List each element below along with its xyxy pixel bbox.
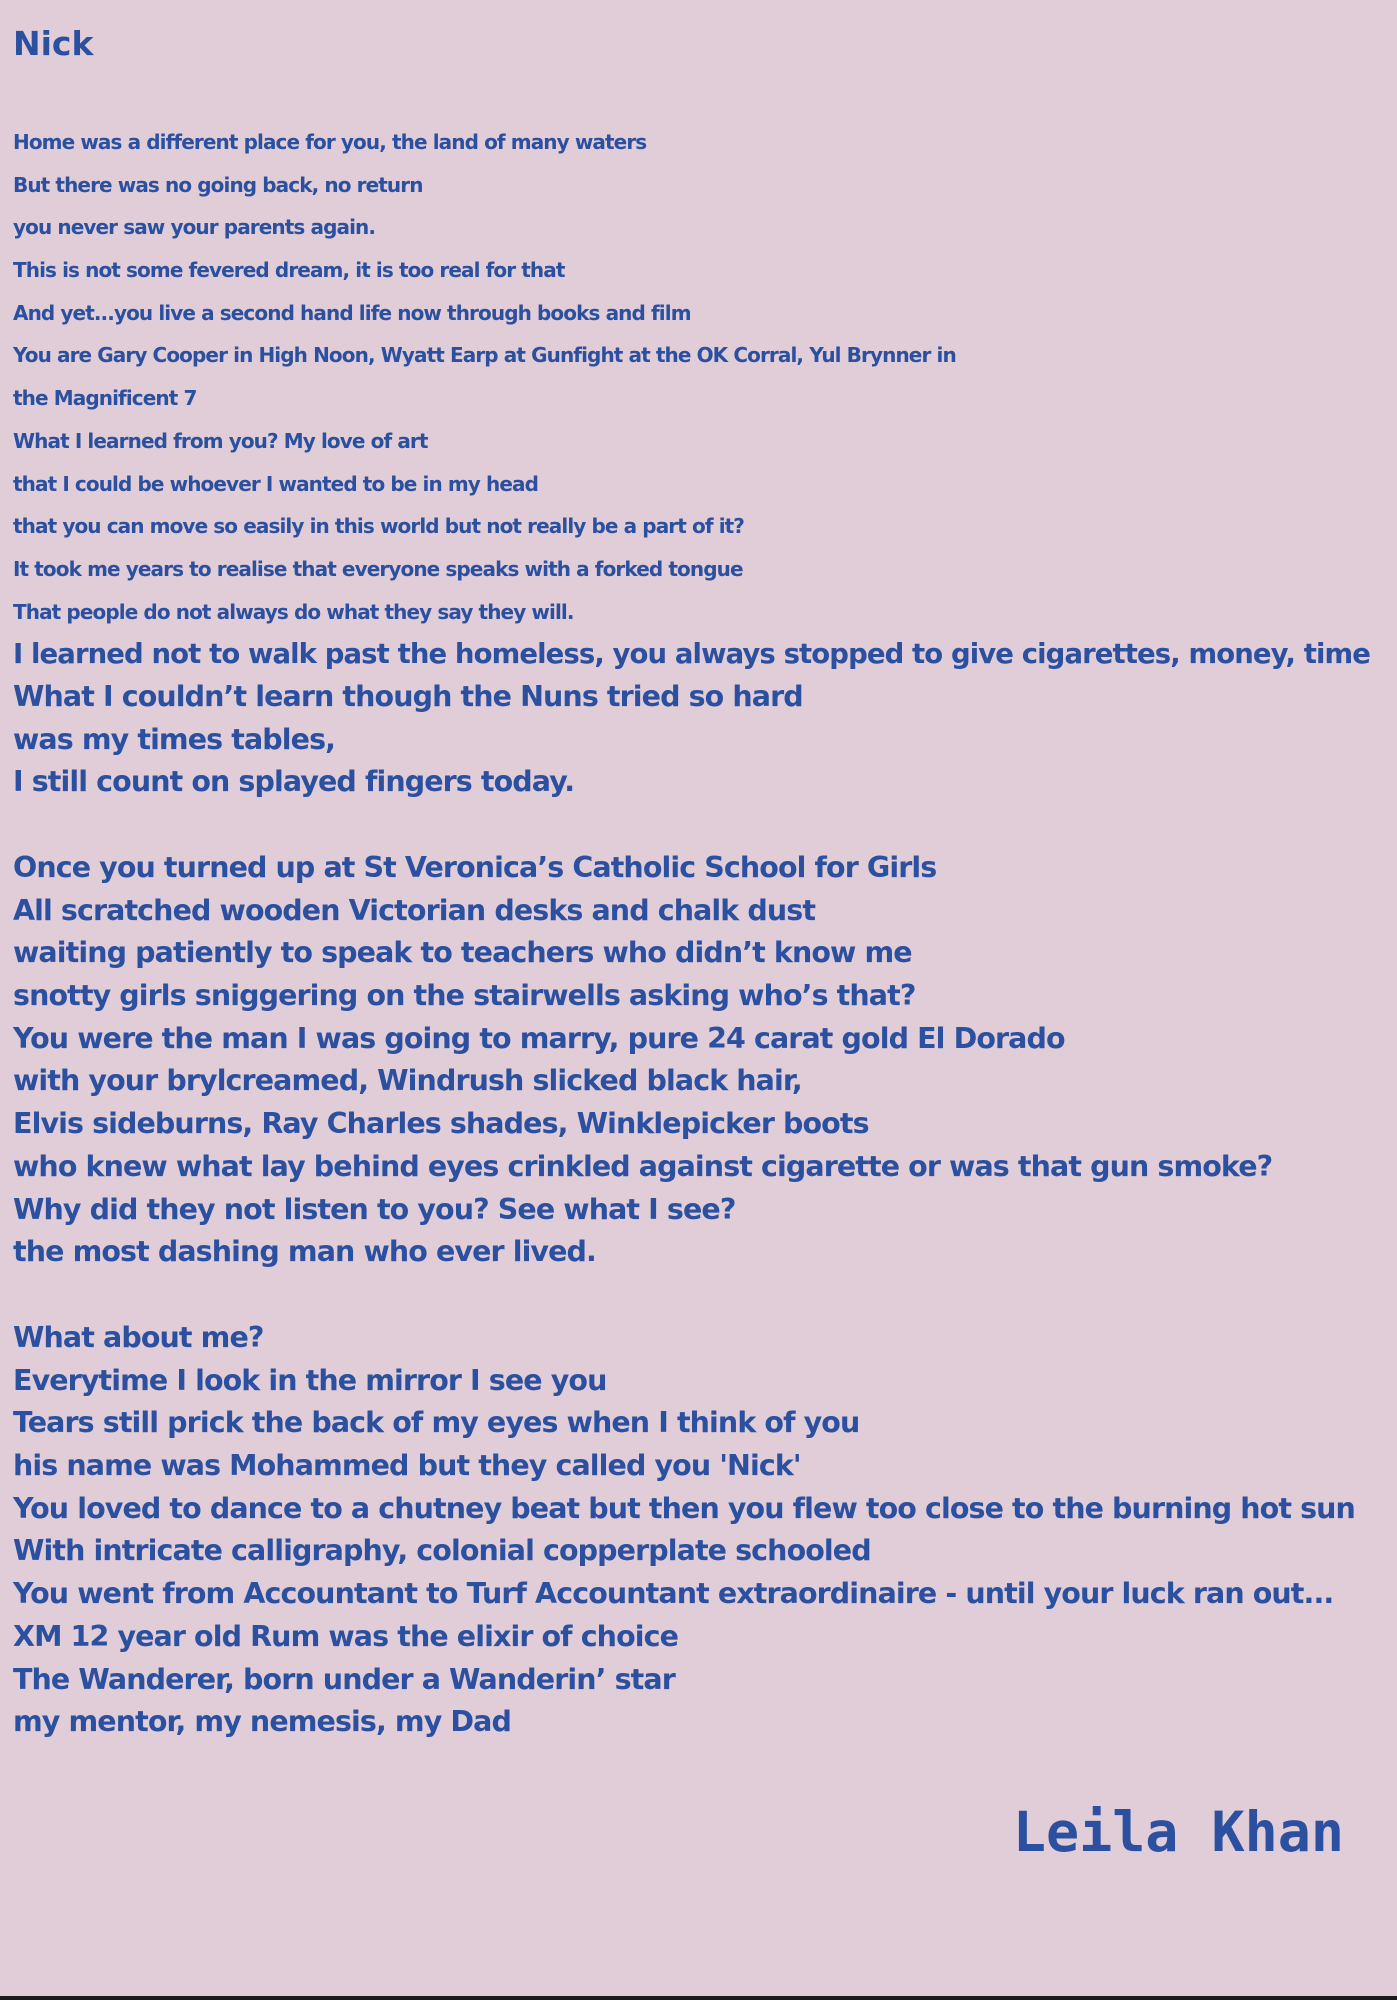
poem-line: who knew what lay behind eyes crinkled against cigarette or was that gun smoke? [13,1149,1273,1183]
poem-line: It took me years to realise that everyone speaks with a forked tongue [13,556,743,581]
poem-line: snotty girls sniggering on the stairwells asking who’s that? [13,979,916,1013]
poem-line: Everytime I look in the mirror I see you [13,1363,607,1397]
poem-line: Home was a different place for you, the land of many waters [13,130,647,154]
poem-line: his name was Mohammed but they called you 'Nick' [13,1449,801,1483]
poem-line: That people do not always do what they say they will. [13,599,574,624]
poem-line: And yet...you live a second hand life now through books and film [13,300,691,325]
poem-line: You loved to dance to a chutney beat but then you flew too close to the burning hot sun [13,1491,1355,1525]
poem-line: my mentor, my nemesis, my Dad [13,1705,512,1739]
poem-line: Elvis sideburns, Ray Charles shades, Winklepicker boots [13,1107,869,1141]
poem-line: You were the man I was going to marry, pure 24 carat gold El Dorado [13,1021,1065,1055]
stanza-2 [13,847,1272,1274]
poem-line: But there was no going back, no return [13,172,423,197]
poem-line: that I could be whoever I wanted to be in my head [13,471,539,496]
poem-line: XM 12 year old Rum was the elixir of choice [13,1619,679,1653]
poem-line: the Magnificent 7 [13,386,197,411]
poem-line: This is not some fevered dream, it is too real for that [13,258,565,283]
poem-line: Once you turned up at St Veronica’s Catholic School for Girls [13,851,937,884]
poem-line: was my times tables, [13,722,336,756]
poem-line: the most dashing man who ever lived. [13,1235,596,1269]
poem-line: Tears still prick the back of my eyes when I think of you [13,1406,860,1440]
poem-title: Nick [13,24,94,63]
poem-line: I learned not to walk past the homeless, you always stopped to give cigarettes, money, time [13,638,1371,671]
bottom-divider [0,1996,1397,2000]
poem-line: All scratched wooden Victorian desks and chalk dust [13,893,816,927]
poem-line: What about me? [13,1321,264,1354]
poem-line: With intricate calligraphy, colonial copperplate schooled [13,1534,871,1568]
author-signature: Leila Khan [1012,1800,1344,1864]
poem-line: Why did they not listen to you? See what I see? [13,1192,736,1226]
poem-line: What I learned from you? My love of art [13,428,428,453]
poem-line: You are Gary Cooper in High Noon, Wyatt Earp at Gunfight at the OK Corral, Yul Brynner in [13,343,956,368]
stanza-3 [13,1317,1355,1744]
poem-line: that you can move so easily in this world but not really be a part of it? [13,514,745,539]
poem-line: The Wanderer, born under a Wanderin’ star [13,1662,675,1696]
stanza-1 [13,121,1370,804]
poem-line: You went from Accountant to Turf Accountant extraordinaire - until your luck ran out... [13,1577,1334,1611]
poem-line: you never saw your parents again. [13,215,376,240]
poem-line: What I couldn’t learn though the Nuns tried so hard [13,679,803,713]
poem-line: with your brylcreamed, Windrush slicked black hair, [13,1064,802,1098]
poem-line: I still count on splayed fingers today. [13,765,575,799]
poem-line: waiting patiently to speak to teachers who didn’t know me [13,936,912,970]
